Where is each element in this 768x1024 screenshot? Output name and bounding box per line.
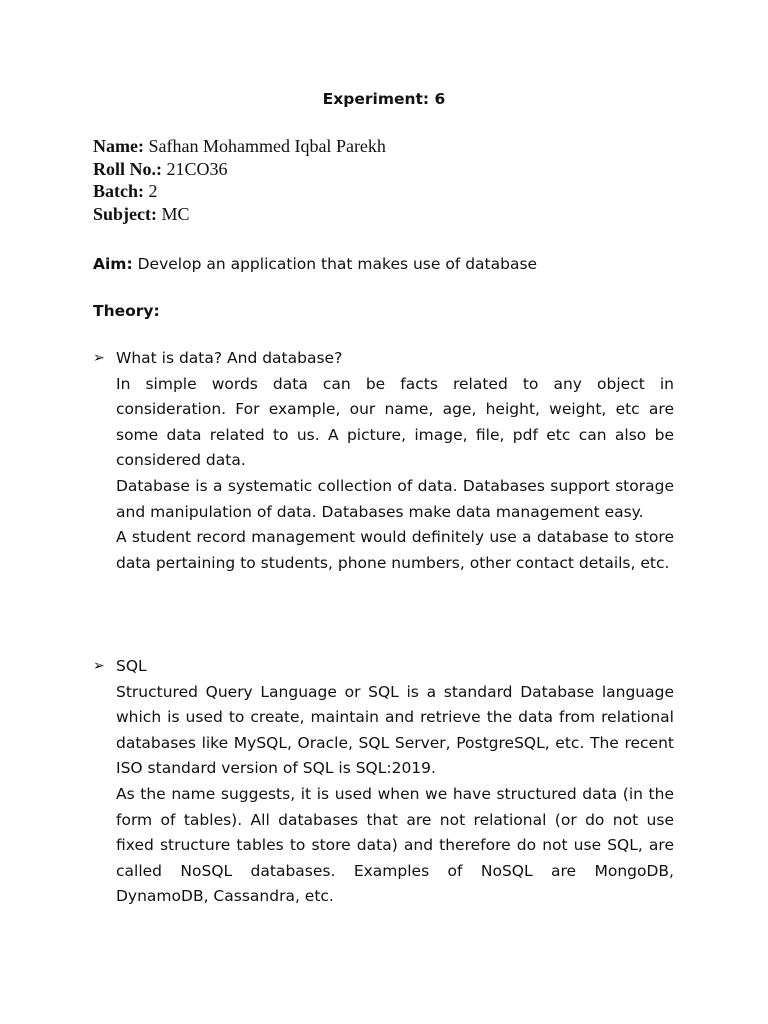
roll-value: 21CO36 — [166, 158, 228, 179]
student-info — [93, 135, 386, 225]
arrow-bullet-icon: ➢ — [93, 350, 105, 366]
section-heading — [93, 346, 674, 372]
section-heading-text: What is data? And database? — [116, 349, 343, 367]
name-row — [93, 135, 386, 158]
section-heading — [93, 654, 674, 680]
batch-value: 2 — [148, 181, 158, 201]
aim-line — [93, 253, 537, 275]
name-label: Name: — [93, 136, 144, 156]
subject-row — [93, 203, 386, 226]
subject-label: Subject: — [93, 203, 157, 224]
paragraph: Structured Query Language or SQL is a standard Database language which is used to create, maintain and retrieve the data from relational databases like MySQL, Oracle, SQL Server, PostgreSQL, etc. The recent ISO standard version of SQL is SQL:2019. — [116, 682, 674, 778]
roll-label: Roll No.: — [93, 158, 162, 179]
arrow-bullet-icon: ➢ — [93, 658, 105, 674]
batch-label: Batch: — [93, 181, 144, 201]
paragraph: In simple words data can be facts related to any object in consideration. For example, our name, age, height, weight, etc are some data related to us. A picture, image, file, pdf etc can also be considered data. — [116, 374, 674, 470]
roll-row — [93, 158, 386, 181]
subject-value: MC — [161, 203, 190, 224]
paragraph: As the name suggests, it is used when we have structured data (in the form of tables). All databases that are not relational (or do not use fixed structure tables to store data) and therefore do not use SQL, are called NoSQL databases. Examples of NoSQL are MongoDB, DynamoDB, Cassandra, etc. — [116, 784, 674, 906]
section-sql — [93, 654, 674, 910]
section-data-database — [93, 346, 674, 576]
theory-heading: Theory: — [93, 302, 160, 320]
aim-text: Develop an application that makes use of database — [137, 255, 538, 273]
experiment-title: Experiment: 6 — [322, 90, 446, 108]
section-heading-text: SQL — [116, 657, 147, 675]
paragraph: A student record management would definitely use a database to store data pertaining to students, phone numbers, other contact details, etc. — [116, 528, 674, 572]
aim-label: Aim: — [93, 255, 133, 273]
paragraph: Database is a systematic collection of data. Databases support storage and manipulation of data. Databases make data management easy. — [116, 476, 674, 521]
batch-row — [93, 180, 386, 203]
name-value: Safhan Mohammed Iqbal Parekh — [148, 136, 386, 156]
